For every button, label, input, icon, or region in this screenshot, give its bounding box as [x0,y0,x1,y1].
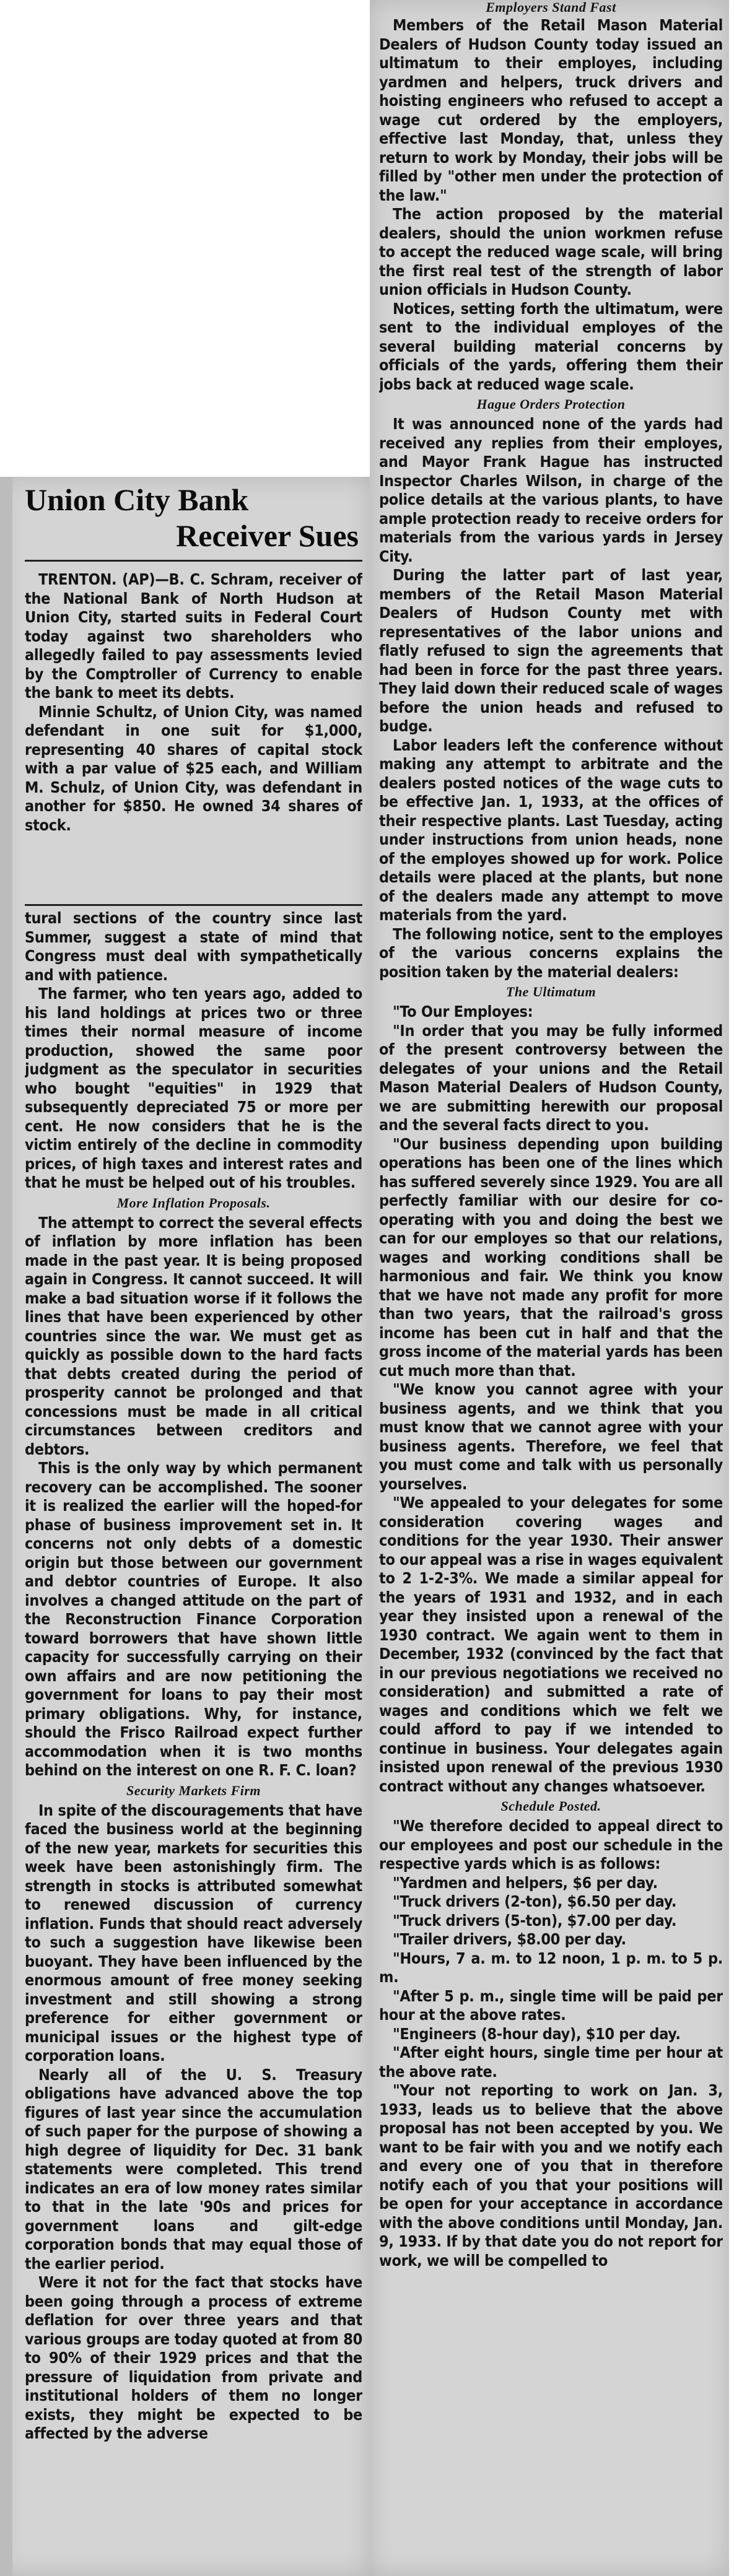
schedule-item: "After eight hours, single time per hour at the above rate. [379,2043,723,2081]
subhead-employers: Employers Stand Fast [486,0,616,15]
labor-paragraph: Members of the Retail Mason Material Dealers of Hudson County today issued an ultimatum to their employes, including yardmen and helpers, truck drivers and hoisting engineers who refused to accept a wage cut ordered by the employers, effective last Monday, that, unless they return to work by Monday, their jobs will be filled by "other men under the protection of the law." [379,16,723,204]
subhead-hague: Hague Orders Protection [476,396,626,412]
subhead-ultimatum: The Ultimatum [505,984,596,999]
bank-story-body [25,570,362,835]
editorial-paragraph: The farmer, who ten years ago, added to his land holdings at prices two or three times their normal measure of income production, showed the same poor judgment as the speculator in securities who bought "equities" in 1929 that subsequently depreciated 75 or more per cent. He now considers that he is the victim entirely of the decline in commodity prices, of high taxes and interest rates and that he must be helped out of his troubles. [25,985,362,1191]
labor-paragraph: During the latter part of last year, members of the Retail Mason Material Dealers of Hudson County met with representatives of the labor unions and flatly refused to sign the agreements that had been in force for the past three years. They laid down their reduced scale of wages before the union heads and refused to budge. [379,566,723,735]
schedule-item: "Trailer drivers, $8.00 per day. [393,1930,626,1948]
labor-story-column [379,0,723,2570]
labor-paragraph: "We appealed to your delegates for some consideration covering wages and conditions for the year 1930. Their answer to our appeal was a rise in wages equivalent to 2 1-2-3%. We made a similar appeal for the years of 1931 and 1932, and in each year they insisted upon a renewal of the 1930 contract. We again went to them in December, 1932 (convinced by the fact that in our previous negotiations we received no consideration) and submitted a rate of wages and conditions which we felt we could afford to pay if we intended to continue in business. Your delegates again insisted upon renewal of the previous 1930 contract without any changes whatsoever. [379,1494,723,1795]
labor-paragraph: "We therefore decided to appeal direct to our employees and post our schedule in the respective yards which is as follows: [379,1817,723,1873]
labor-paragraph: "We know you cannot agree with your business agents, and we think that you must know that we cannot agree with your business agents. Therefore, we feel that you must come and talk with us personally yourselves. [379,1380,723,1493]
editorial-paragraph: tural sections of the country since last Summer, suggest a state of mind that Congress must deal with sympathetically and with patience. [25,909,362,984]
editorial-paragraph: Nearly all of the U. S. Treasury obligations have advanced above the top figures of last year since the accumulation of such paper for the purpose of showing a high degree of liquidity for Dec. 31 bank statements were completed. This trend indicates an era of low money rates similar to that in the late '90s and prices for government loans and gilt-edge corporation bonds that may equal those of the earlier period. [25,2065,362,2273]
labor-paragraph: "Our business depending upon building operations has been one of the lines which has suffered severely since 1929. You are all perfectly familiar with our desire for co-operating with you and doing the best we can for our employes so that our relations, wages and working conditions shall be harmonious and fair. We think you know that we have not made any profit for more than two years, that the railroad's gross income has been cut in half and that the gross income of the material yards has been cut much more than that. [379,1134,723,1380]
labor-paragraph: Labor leaders left the conference without making any attempt to arbitrate and the dealers posted notices of the wage cuts to be effective Jan. 1, 1933, at the offices of their respective plants. Last Tuesday, acting under instructions from union heads, none of the employes showed up for work. Police details were placed at the plants, but none of the dealers made any attempt to move materials from the yard. [379,736,723,924]
editorial-column [25,909,362,2575]
headline-line-2: Receiver Sues [176,518,359,553]
story-divider [25,904,362,906]
editorial-paragraph: This is the only way by which permanent recovery can be accomplished. The sooner it is realized the earlier will the hoped-for phase of business improvement set in. It concerns not only debts of a domestic origin but those between our government and debtor countries of Europe. It also involves a changed attitude on the part of the Reconstruction Finance Corporation toward borrowers that have shown little capacity for successfully carrying on their own affairs and are now petitioning the government for loans to pay their most primary obligations. Why, for instance, should the Frisco Railroad expect further accommodation when it is two months behind on the interest on one R. F. C. loan? [25,1459,362,1779]
editorial-paragraph: Were it not for the fact that stocks have been going through a process of extreme deflation for over three years and that various groups are today quoted at from 80 to 90% of their 1929 prices and that the pressure of liquidation from private and institutional holders of them no longer exists, they might be expected to be affected by the adverse [25,2273,362,2442]
labor-paragraph: "To Our Employes: [393,1003,533,1020]
schedule-item: "After 5 p. m., single time will be paid per hour at the above rates. [379,1986,723,2024]
labor-paragraph: The action proposed by the material dealers, should the union workmen refuse to accept the reduced wage scale, will bring the first real test of the strength of labor union officials in Hudson County. [379,205,723,298]
schedule-item: "Truck drivers (5-ton), $7.00 per day. [393,1911,677,1930]
labor-paragraph: Notices, setting forth the ultimatum, were sent to the individual employes of the several building material concerns by officials of the yards, offering them their jobs back at reduced wage scale. [379,299,723,393]
subhead-schedule: Schedule Posted. [500,1798,601,1814]
adjacent-column-edge [0,477,12,2576]
bank-story [25,477,362,904]
labor-paragraph: "In order that you may be fully informed of the present controversy between the delegates of your unions and the Retail Mason Material Dealers of Hudson County, we are submitting herewith our proposal and the several facts direct to you. [379,1021,723,1134]
bank-paragraph: TRENTON. (AP)—B. C. Schram, receiver of the National Bank of North Hudson at Union City, started suits in Federal Court today against two shareholders who allegedly failed to pay assessments levied by the Comptroller of Currency to enable the bank to meet its debts. [25,570,362,702]
headline-line-1: Union City Bank [25,482,249,517]
subhead-markets: Security Markets Firm [126,1782,261,1798]
headline-rule [25,560,362,562]
labor-paragraph: It was announced none of the yards had received any replies from their employes, and Mayor Frank Hague has instructed Inspector Charles Wilson, in charge of the police details at the various plants, to have ample protection ready to receive orders for materials from the various yards in Jersey City. [379,415,723,565]
schedule-item: "Engineers (8-hour day), $10 per day. [393,2024,681,2043]
subhead-inflation: More Inflation Proposals. [116,1194,271,1211]
bank-paragraph: Minnie Schultz, of Union City, was named defendant in one suit for $1,000, representing 40 shares of capital stock with a par value of $25 each, and William M. Schulz, of Union City, was defendant in another for $850. He owned 34 shares of stock. [25,702,362,834]
schedule-item: "Hours, 7 a. m. to 12 noon, 1 p. m. to 5 p. m. [379,1949,723,1986]
schedule-item: "Truck drivers (2-ton), $6.50 per day. [393,1892,677,1910]
editorial-paragraph: In spite of the discouragements that have faced the business world at the beginning of the new year, markets for securities this week have been astonishingly firm. The strength in stocks is attributed somewhat to renewed discussion of currency inflation. Funds that should react adversely to such a suggestion have likewise been buoyant. They have been influenced by the enormous amount of free money seeking investment and still showing a strong preference for either government or municipal issues or the highest type of corporation loans. [25,1801,362,2065]
labor-paragraph: The following notice, sent to the employes of the various concerns explains the position taken by the material dealers: [379,925,723,981]
labor-paragraph: "Your not reporting to work on Jan. 3, 1933, leads us to believe that the above proposal has not been accepted by you. We want to be fair with you and we notify each and every one of you that in therefore notify each of you that your positions will be open for your acceptance in accordance with the above conditions until Monday, Jan. 9, 1933. If by that date you do not report for work, we will be compelled to [379,2081,723,2269]
schedule-item: "Yardmen and helpers, $6 per day. [393,1873,658,1892]
editorial-paragraph: The attempt to correct the several effects of inflation by more inflation has been made in the past year. It is being proposed again in Congress. It cannot succeed. It will make a bad situation worse if it follows the lines that have been experienced by other countries since the war. We must get as quickly as possible down to the hard facts that debts created during the period of prosperity cannot be prolonged and that concessions must be made in all critical circumstances between creditors and debtors. [25,1213,362,1458]
